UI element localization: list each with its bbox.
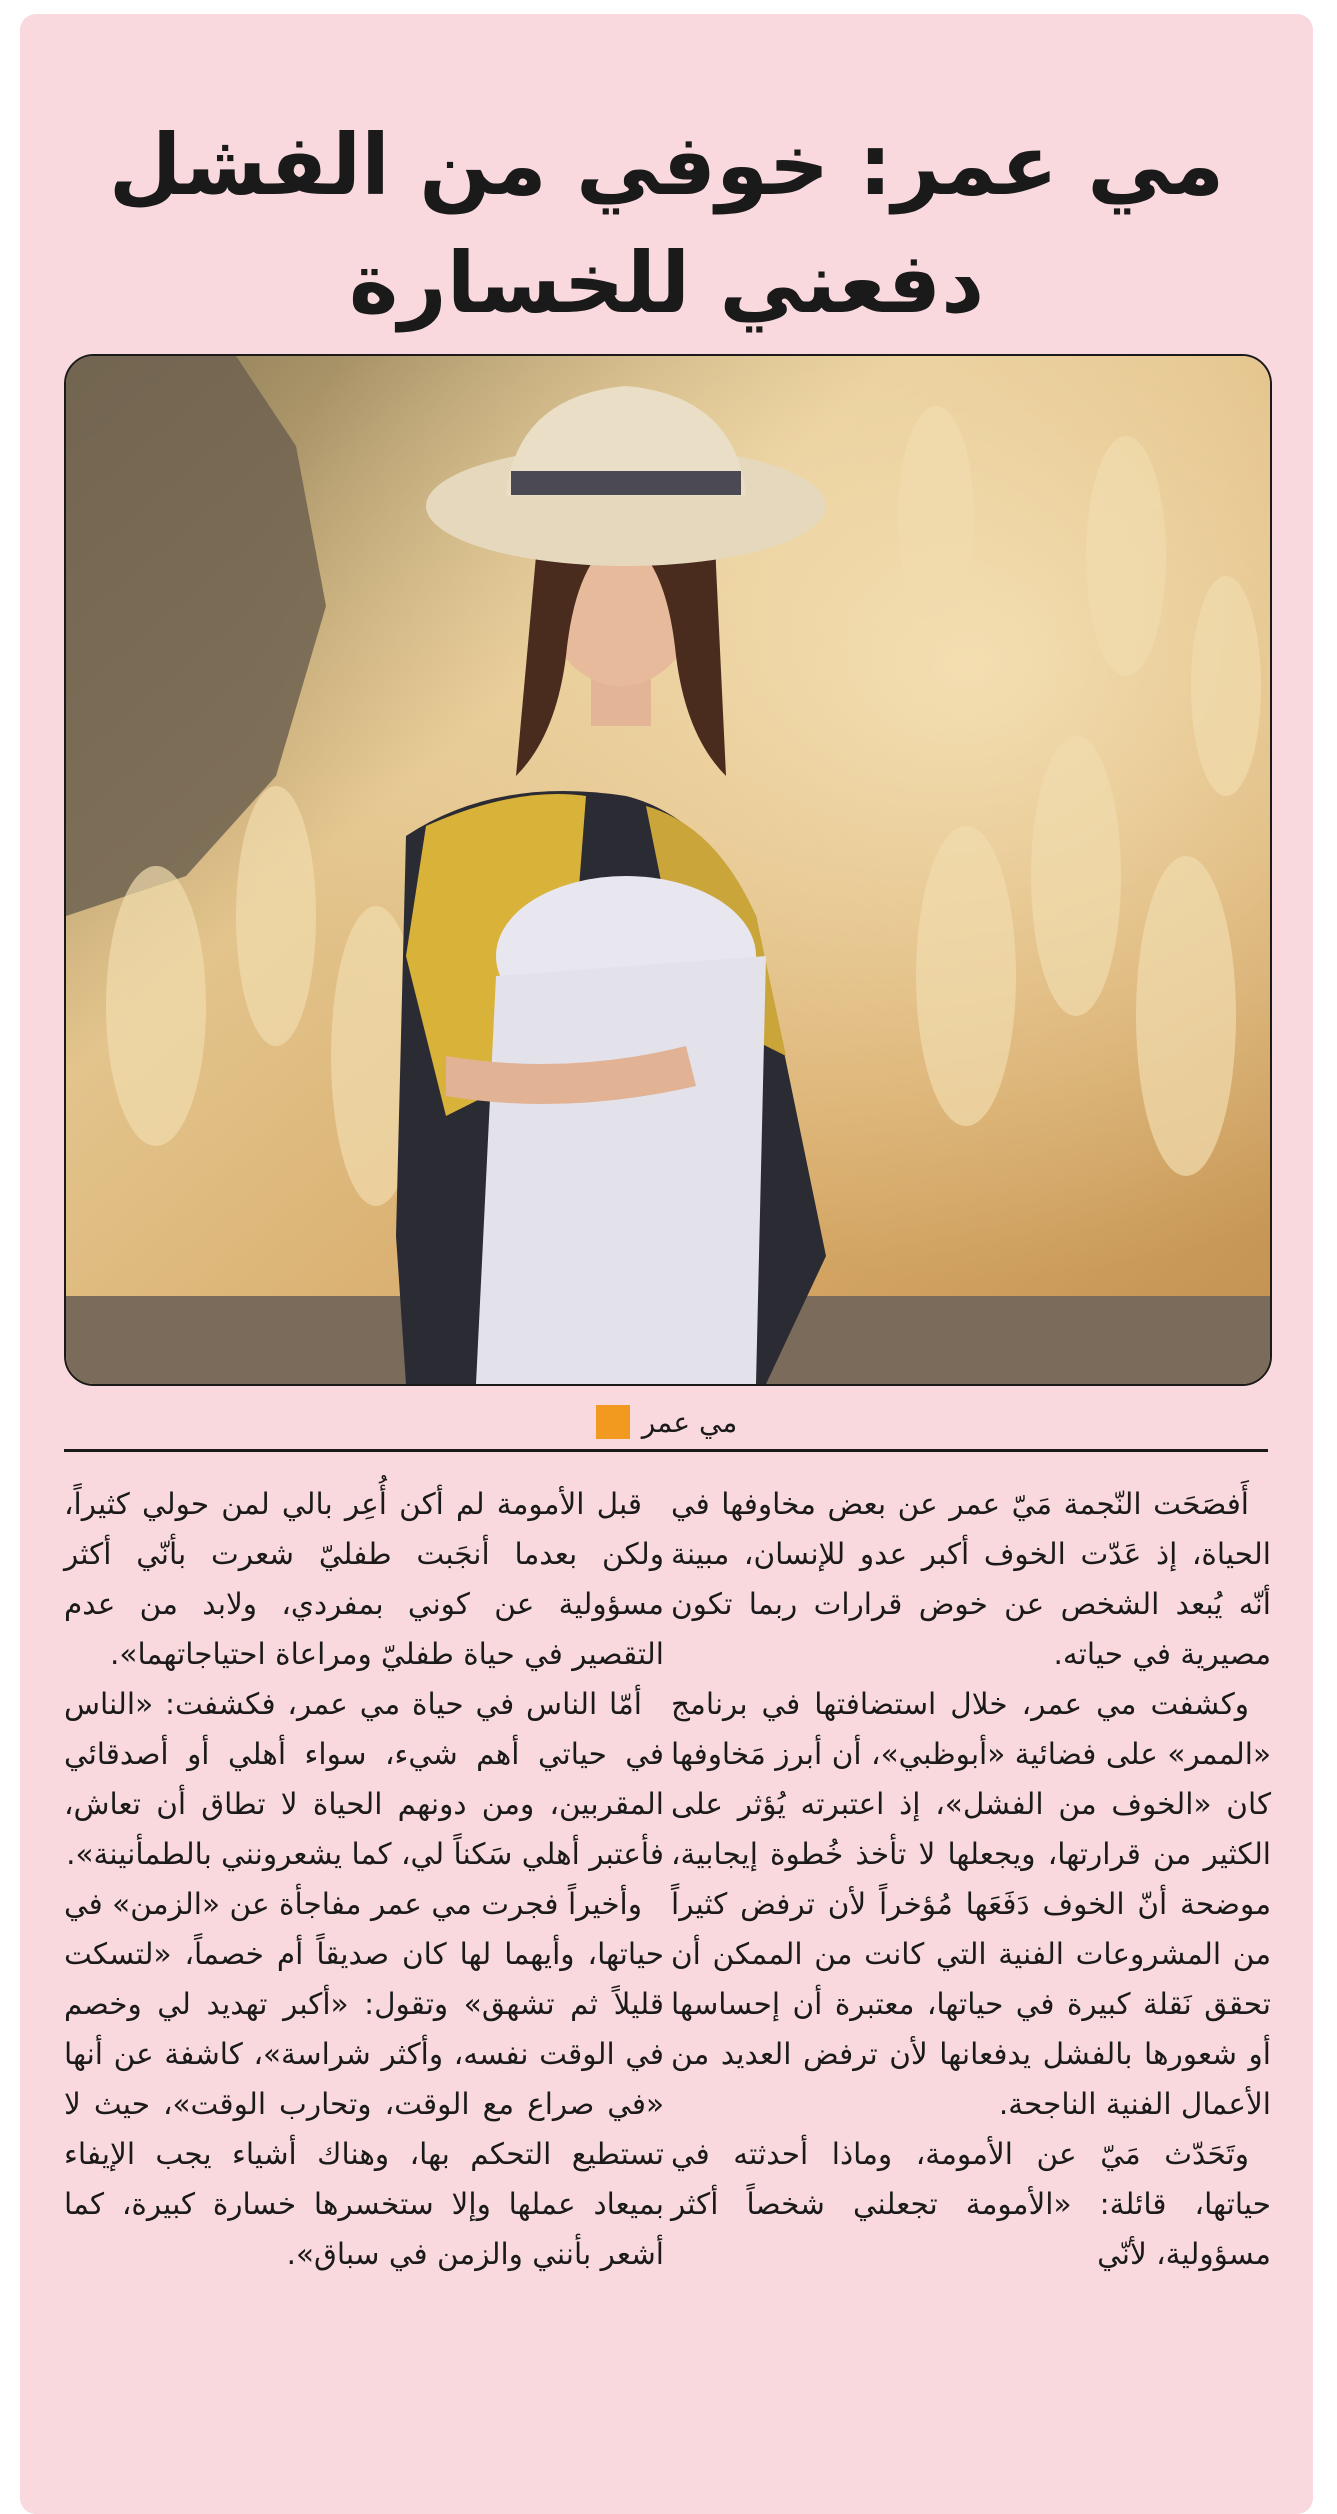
- newspaper-page: [20, 14, 1313, 2514]
- photo-illustration: [66, 356, 1270, 1384]
- article-column-left: [64, 1479, 664, 2279]
- caption-text: مي عمر: [641, 1405, 738, 1439]
- caption-marker-icon: [596, 1405, 630, 1439]
- paragraph: وأخيراً فجرت مي عمر مفاجأة عن «الزمن» في حياتها، وأيهما لها كان صديقاً أم خصماً، «لتسكت قليلاً ثم تشهق» وتقول: «أكبر تهديد لي وخصم في الوقت نفسه، وأكثر شراسة»، كاشفة عن أنها «في صراع مع الوقت، وتحارب الوقت»، حيث لا تستطيع التحكم بها، وهناك أشياء يجب الإيفاء بميعاد عملها وإلا ستخسرها خسارة كبيرة، كما أشعر بأنني والزمن في سباق».: [64, 1887, 664, 2271]
- headline-line-2: دفعني للخسارة: [348, 234, 985, 333]
- photo-caption: [20, 1402, 1313, 1442]
- paragraph: وتَحَدّث مَيّ عن الأمومة، وماذا أحدثته في حياتها، قائلة: «الأمومة تجعلني شخصاً أكثر مسؤولية، لأنّي: [671, 2137, 1271, 2271]
- paragraph: أمّا الناس في حياة مي عمر، فكشفت: «الناس في حياتي أهم شيء، سواء أهلي أو أصدقائي المقربين، ومن دونهم الحياة لا تطاق أن تعاش، فأعتبر أهلي سَكناً لي، كما يشعرونني بالطمأنينة».: [64, 1687, 664, 1871]
- caption-divider: [64, 1449, 1268, 1452]
- article-column-right: [671, 1479, 1271, 2279]
- article-headline: [20, 106, 1313, 342]
- headline-line-1: مي عمر: خوفي من الفشل: [108, 116, 1225, 215]
- paragraph: أَفصَحَت النّجمة مَيّ عمر عن بعض مخاوفها في الحياة، إذ عَدّت الخوف أكبر عدو للإنسان، مبينة أنّه يُبعد الشخص عن خوض قرارات ربما تكون مصيرية في حياته.: [671, 1487, 1271, 1671]
- paragraph: وكشفت مي عمر، خلال استضافتها في برنامج «الممر» على فضائية «أبوظبي»، أن أبرز مَخاوفها كان «الخوف من الفشل»، إذ اعتبرته يُؤثر على الكثير من قرارتها، ويجعلها لا تأخذ خُطوة إيجابية، موضحة أنّ الخوف دَفَعَها مُؤخراً لأن ترفض كثيراً من المشروعات الفنية التي كانت من الممكن أن تحقق نَقلة كبيرة في حياتها، معتبرة أن إحساسها أو شعورها بالفشل يدفعانها لأن ترفض العديد من الأعمال الفنية الناجحة.: [671, 1687, 1271, 2121]
- article-photo: [64, 354, 1272, 1386]
- paragraph: قبل الأمومة لم أكن أُعِر بالي لمن حولي كثيراً، ولكن بعدما أنجَبت طفليّ شعرت بأنّي أكثر مسؤولية عن كوني بمفردي، ولابد من عدم التقصير في حياة طفليّ ومراعاة احتياجاتهما».: [64, 1487, 664, 1671]
